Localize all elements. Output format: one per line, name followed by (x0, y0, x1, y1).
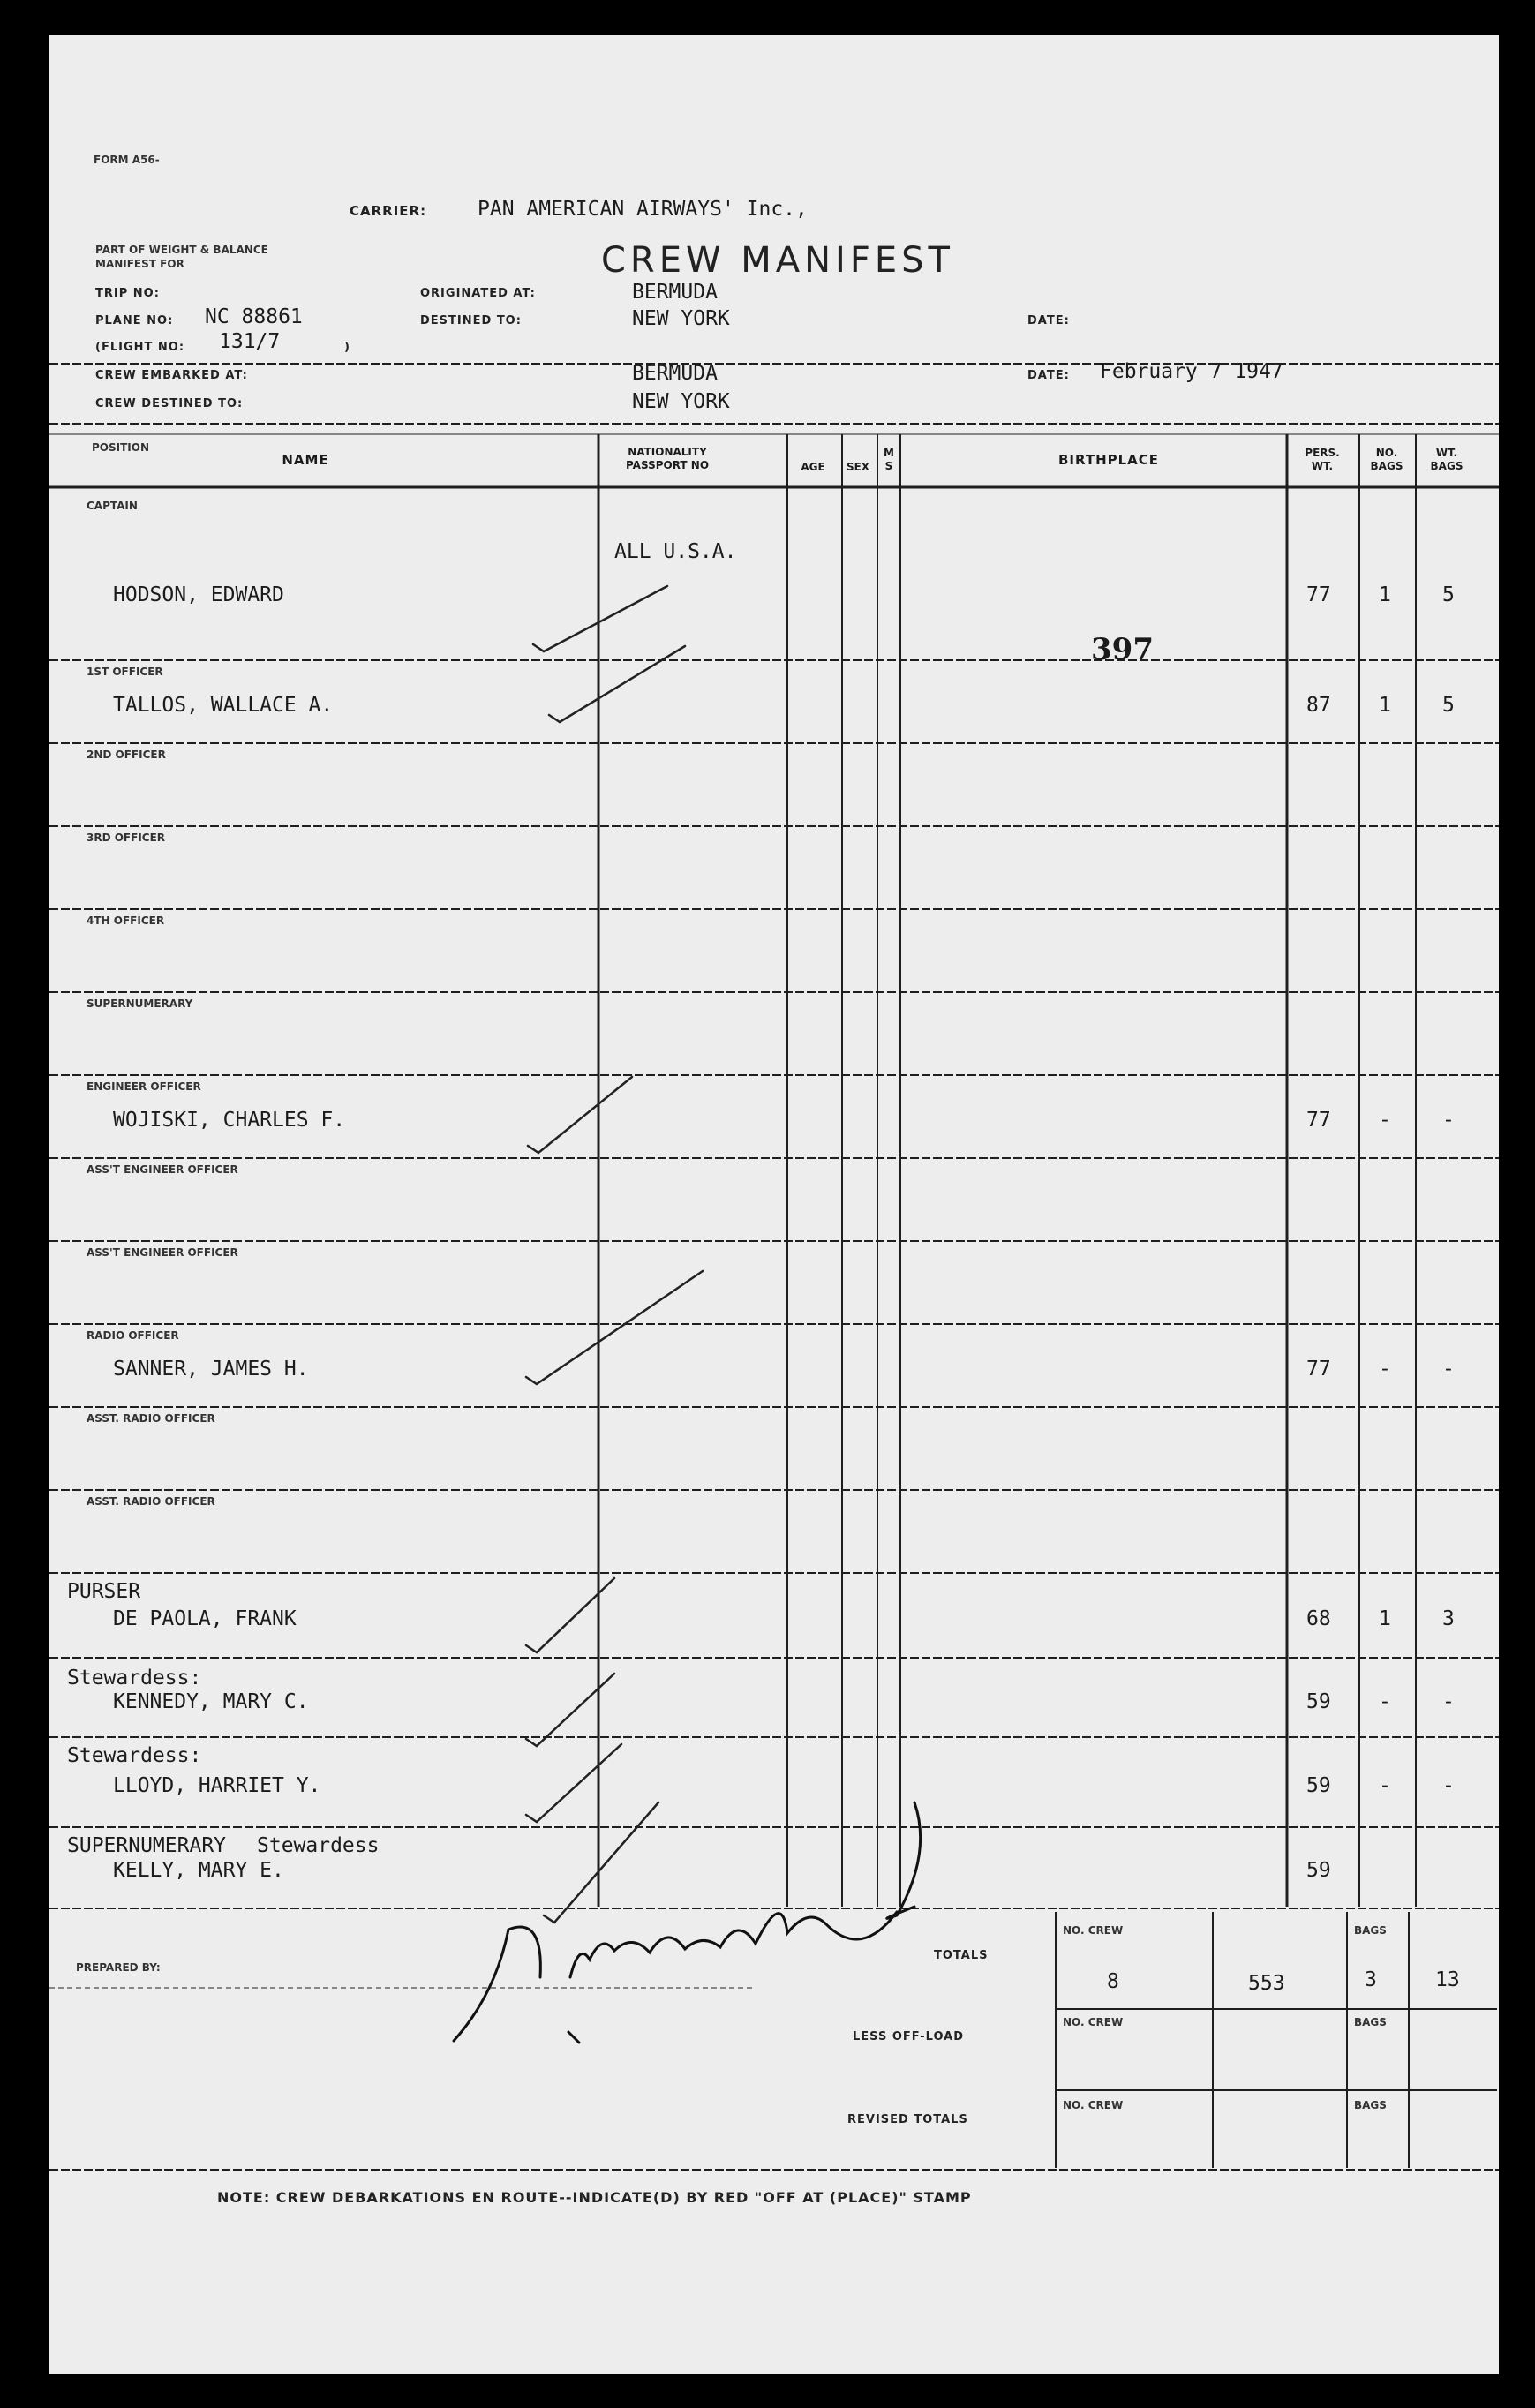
trip-no-label: TRIP NO: (95, 287, 160, 300)
row-position: ENGINEER OFFICER (87, 1080, 201, 1093)
row-position: SUPERNUMERARY (67, 1834, 227, 1857)
manifest-for-label: MANIFEST FOR (95, 258, 184, 270)
row-name: DE PAOLA, FRANK (113, 1607, 297, 1630)
total-weight: 553 (1248, 1972, 1285, 1995)
row-wt-bags: 5 (1442, 583, 1455, 606)
nationality-note: ALL U.S.A. (614, 540, 737, 563)
destined-value: NEW YORK (632, 307, 730, 330)
destined-label: DESTINED TO: (420, 314, 522, 327)
form-grid (49, 35, 1499, 2374)
carrier-label: CARRIER: (350, 203, 427, 219)
row-no-bags: - (1379, 1690, 1391, 1713)
row-position: RADIO OFFICER (87, 1329, 179, 1342)
row-pers-wt: 77 (1306, 1358, 1331, 1381)
row-pers-wt: 68 (1306, 1607, 1331, 1630)
col-sex: SEX (846, 461, 870, 473)
row-no-bags: 1 (1379, 583, 1391, 606)
plane-no-label: PLANE NO: (95, 314, 174, 327)
date-label-1: DATE: (1027, 314, 1070, 327)
row-wt-bags: 3 (1442, 1607, 1455, 1630)
total-bags: 3 (1365, 1968, 1377, 1991)
prepared-by-label: PREPARED BY: (76, 1961, 161, 1974)
date-label-2: DATE: (1027, 369, 1070, 382)
no-crew-label-1: NO. CREW (1063, 1924, 1124, 1937)
row-name: TALLOS, WALLACE A. (113, 694, 334, 717)
revised-totals-label: REVISED TOTALS (847, 2113, 968, 2126)
row-no-bags: 1 (1379, 694, 1391, 717)
row-no-bags: - (1379, 1109, 1391, 1132)
row-pers-wt: 87 (1306, 694, 1331, 717)
no-crew-label-2: NO. CREW (1063, 2016, 1124, 2028)
row-wt-bags: - (1442, 1358, 1455, 1381)
row-no-bags: - (1379, 1774, 1391, 1797)
row-pers-wt: 59 (1306, 1859, 1331, 1882)
page-title: CREW MANIFEST (601, 240, 954, 281)
bags-label-3: BAGS (1354, 2099, 1387, 2111)
row-no-bags: 1 (1379, 1607, 1391, 1630)
col-pers-wt: PERS. WT. (1305, 447, 1340, 472)
row-wt-bags: - (1442, 1774, 1455, 1797)
row-name: SANNER, JAMES H. (113, 1358, 309, 1381)
row-position: Stewardess: (67, 1667, 202, 1689)
manifest-paper (49, 35, 1499, 2374)
row-position: Stewardess: (67, 1744, 202, 1767)
row-position: ASST. RADIO OFFICER (87, 1412, 215, 1425)
originated-label: ORIGINATED AT: (420, 287, 536, 300)
row-name: WOJISKI, CHARLES F. (113, 1109, 346, 1132)
crew-embarked-value: BERMUDA (632, 362, 718, 385)
row-position: ASS'T ENGINEER OFFICER (87, 1246, 238, 1259)
row-name: HODSON, EDWARD (113, 583, 284, 606)
row-pers-wt: 77 (1306, 1109, 1331, 1132)
row-pers-wt: 59 (1306, 1690, 1331, 1713)
flight-no-label: (FLIGHT NO: (95, 341, 185, 354)
no-crew-label-3: NO. CREW (1063, 2099, 1124, 2111)
flight-no-value: 131/7 (219, 330, 281, 353)
row-wt-bags: - (1442, 1109, 1455, 1132)
row-position: SUPERNUMERARY (87, 997, 193, 1010)
total-bag-weight: 13 (1435, 1968, 1460, 1991)
totals-label: TOTALS (934, 1949, 989, 1962)
row-position: PURSER (67, 1580, 141, 1603)
row-position: 3RD OFFICER (87, 832, 166, 844)
row-position: 4TH OFFICER (87, 914, 165, 927)
row-name: KELLY, MARY E. (113, 1859, 284, 1882)
row-position: 1ST OFFICER (87, 666, 163, 678)
part-of-label: PART OF WEIGHT & BALANCE (95, 244, 268, 256)
originated-value: BERMUDA (632, 281, 718, 304)
carrier-value: PAN AMERICAN AIRWAYS' Inc., (478, 198, 808, 221)
row-position: ASST. RADIO OFFICER (87, 1495, 215, 1508)
row-position-extra: Stewardess (257, 1834, 380, 1857)
row-position: ASS'T ENGINEER OFFICER (87, 1163, 238, 1176)
footer-note: NOTE: CREW DEBARKATIONS EN ROUTE--INDICATE(D) BY RED "OFF AT (PLACE)" STAMP (217, 2189, 972, 2206)
form-number: FORM A56- (94, 154, 160, 166)
col-age: AGE (801, 461, 825, 473)
prepared-by-signature (454, 1802, 921, 2043)
row-position: 2ND OFFICER (87, 749, 166, 761)
col-ms: M S (884, 447, 894, 472)
stamp-number: 397 (1091, 632, 1154, 667)
row-wt-bags: 5 (1442, 694, 1455, 717)
bags-label-2: BAGS (1354, 2016, 1387, 2028)
col-nationality: NATIONALITY PASSPORT NO (625, 446, 710, 471)
flight-no-close: ) (344, 341, 350, 354)
crew-embarked-label: CREW EMBARKED AT: (95, 369, 248, 382)
less-offload-label: LESS OFF-LOAD (853, 2030, 965, 2043)
row-pers-wt: 59 (1306, 1774, 1331, 1797)
row-position: CAPTAIN (87, 500, 138, 512)
crew-destined-label: CREW DESTINED TO: (95, 397, 244, 410)
plane-no-value: NC 88861 (205, 305, 303, 328)
date-value: February 7 1947 (1100, 360, 1283, 383)
row-wt-bags: - (1442, 1690, 1455, 1713)
row-pers-wt: 77 (1306, 583, 1331, 606)
row-no-bags: - (1379, 1358, 1391, 1381)
col-wt-bags: WT. BAGS (1430, 447, 1464, 472)
total-crew-count: 8 (1107, 1970, 1119, 1993)
row-name: LLOYD, HARRIET Y. (113, 1774, 321, 1797)
bags-label-1: BAGS (1354, 1924, 1387, 1937)
col-birthplace: BIRTHPLACE (1057, 452, 1160, 468)
col-name: NAME (282, 452, 329, 468)
crew-destined-value: NEW YORK (632, 390, 730, 413)
row-name: KENNEDY, MARY C. (113, 1690, 309, 1713)
col-position: POSITION (92, 441, 149, 454)
col-no-bags: NO. BAGS (1370, 447, 1403, 472)
